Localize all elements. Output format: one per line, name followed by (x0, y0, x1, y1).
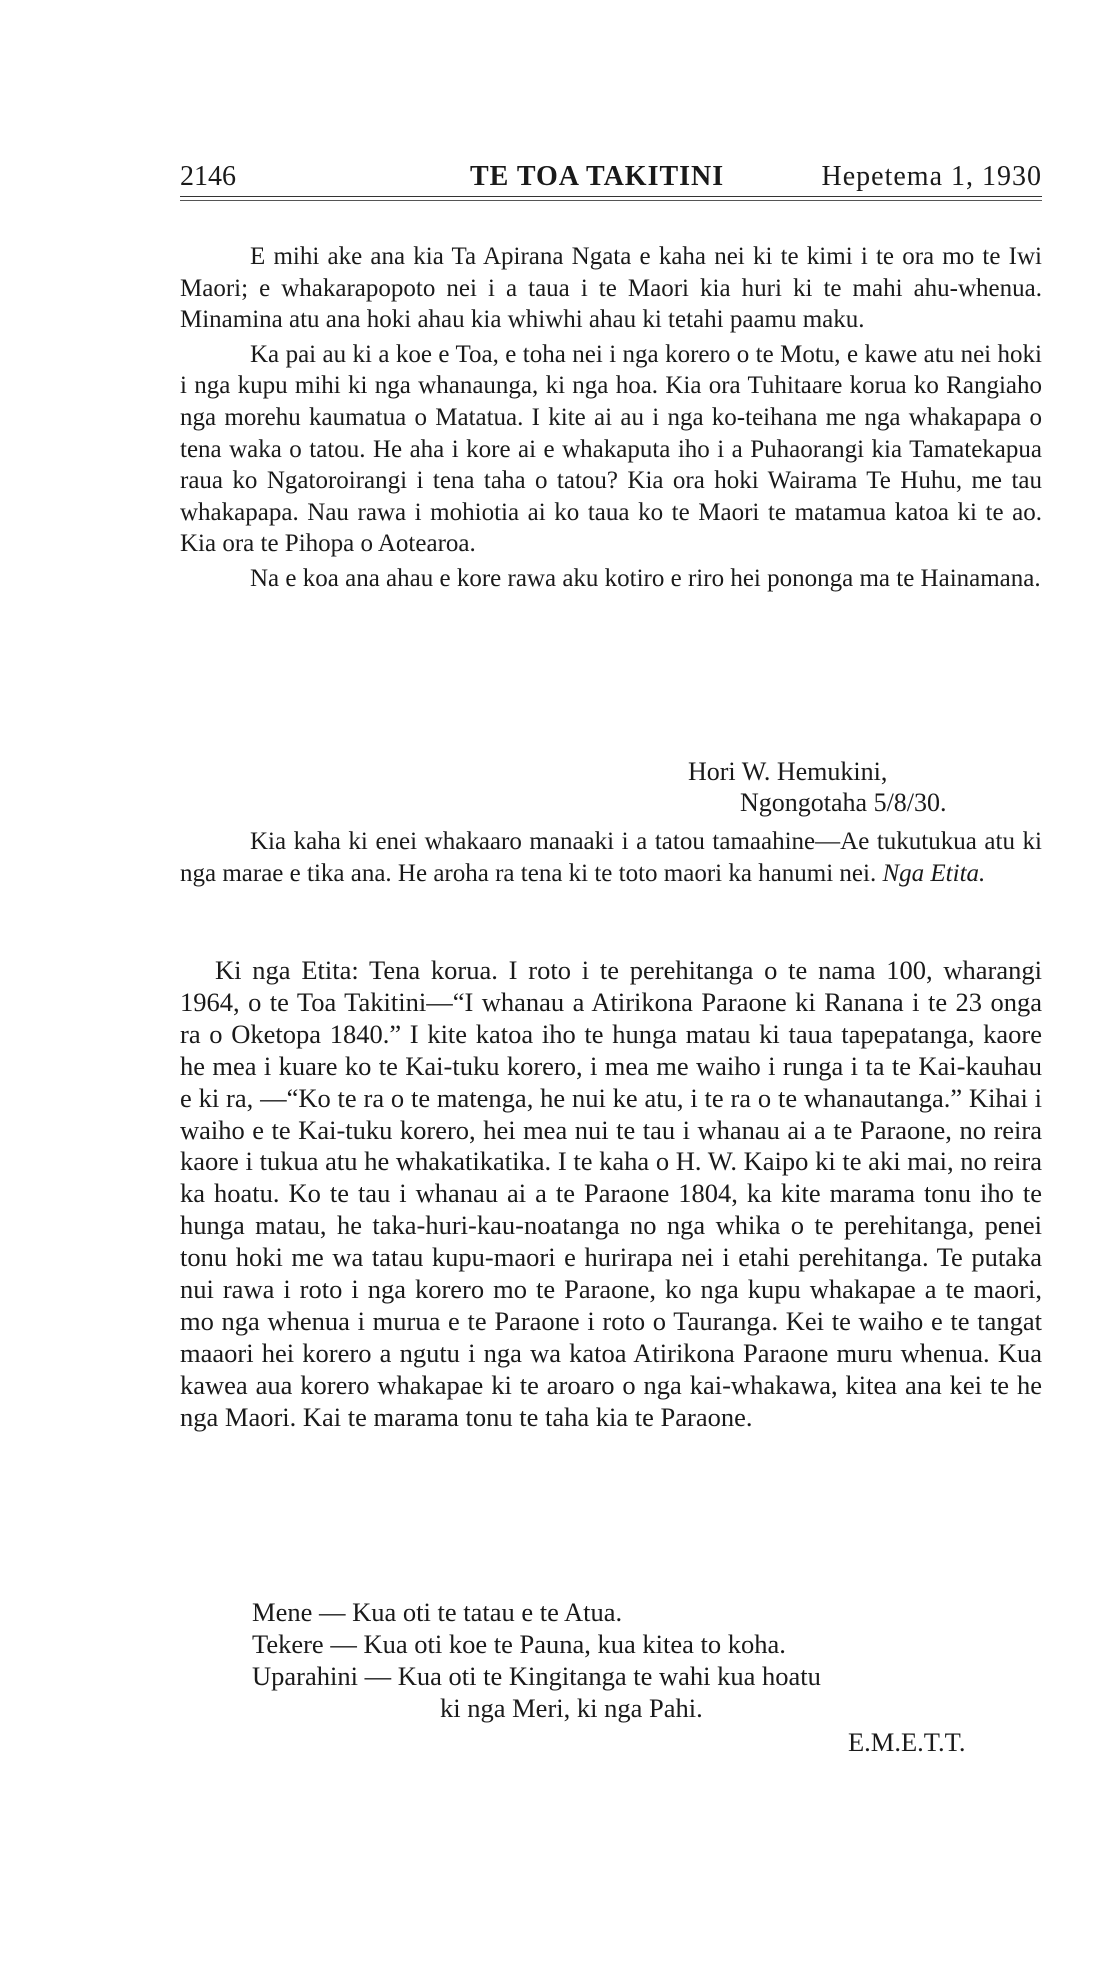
page-header (180, 160, 1042, 194)
editor-note (180, 826, 1042, 889)
letter-paragraph-1: E mihi ake ana kia Ta Apirana Ngata e kaha nei ki te kimi i te ora mo te Iwi Maori; e whakarapopoto nei i a taua i te Maori kia huri ki te mahi ahu-whenua. Minamina atu ana hoki ahau kia whiwhi ahau ki tetahi paamu maku. (180, 243, 1042, 334)
editor-letter-signature: E.M.E.T.T. (848, 1727, 966, 1757)
letter-paragraph-3: Na e koa ana ahau e kore rawa aku kotiro e riro hei pononga ma te Hainamana. (250, 564, 1041, 592)
header-rule (180, 196, 1042, 201)
proverb-mene: Mene — Kua oti te tatau e te Atua. (252, 1597, 623, 1627)
proverb-uparahini-continued: ki nga Meri, ki nga Pahi. (440, 1693, 703, 1723)
editor-letter (180, 955, 1042, 1434)
page-number: 2146 (180, 161, 236, 192)
signature-place: Ngongotaha 5/8/30. (740, 788, 947, 817)
editor-letter-paragraph: Ki nga Etita: Tena korua. I roto i te perehitanga o te nama 100, wharangi 1964, o te Toa Takitini—“I whanau a Atirikona Paraone ki Ranana i te 23 onga ra o Oketopa 1840.” I kite katoa iho te hunga matau ki taua tapepatanga, kaore he mea i kuare ko te Kai-tuku korero, i mea me waiho i runga i ta te Kai-kauhau e ki ra, —“Ko te ra o te matenga, he nui ke atu, i te ra o te whanautanga.” Kihai i waiho e te Kai-tuku korero, hei mea nui te tau i whanau ai a te Paraone, no reira kaore i tukua atu he whakatikatika. I te kaha o H. W. Kaipo ki te aki mai, no reira ka hoatu. Ko te tau i whanau ai a te Paraone 1804, ka kite marama tonu iho te hunga matau, he taka-huri-kau-noatanga no nga whika o te perehitanga, penei tonu hoki me wa tatau kupu-maori e hurirapa nei i etahi perehitanga. Te putaka nui rawa i roto i nga korero mo te Paraone, ko nga kupu whakapae a te maori, mo nga whenua i murua e te Paraone i roto o Tauranga. Kei te waiho e te tangat maaori hei korero a ngutu i nga wa katoa Atirikona Paraone muru whenua. Kua kawea aua korero whakapae ki te aroaro o nga kai-whakawa, kitea ana kei te he nga Maori. Kai te marama tonu te taha kia te Paraone. (180, 955, 1042, 1432)
letter-paragraph-2: Ka pai au ki a koe e Toa, e toha nei i nga korero o te Motu, e kawe atu nei hoki i nga kupu mihi ki nga whanaunga, ki nga hoa. Kia ora Tuhitaare korua ko Rangiaho nga morehu kaumatua o Matatua. I kite ai au i nga ko-teihana me nga whakapapa o tena waka o tatou. He aha i kore ai e whakaputa iho i a Puhaorangi kia Tamatekapua raua ko Ngatoroirangi i tena taha o tatou? Kia ora hoki Wairama Te Huhu, me tau whakapapa. Nau rawa i mohiotia ai ko taua ko te Maori te matamua katoa ki te ao. Kia ora te Pihopa o Aotearoa. (180, 340, 1042, 558)
signature-name: Hori W. Hemukini, (688, 757, 888, 786)
editor-note-text: Kia kaha ki enei whakaaro manaaki i a tatou tamaahine—Ae tukutukua atu ki nga marae e tika ana. He aroha ra tena ki te toto maori ka hanumi nei. (180, 828, 1042, 887)
editor-note-sign: Nga Etita. (882, 859, 986, 887)
proverb-uparahini: Uparahini — Kua oti te Kingitanga te wahi kua hoatu (252, 1661, 821, 1691)
issue-date: Hepetema 1, 1930 (821, 161, 1042, 192)
newspaper-title: TE TOA TAKITINI (470, 161, 725, 192)
letter-body (180, 241, 1042, 595)
proverb-tekere: Tekere — Kua oti koe te Pauna, kua kitea to koha. (252, 1629, 786, 1659)
